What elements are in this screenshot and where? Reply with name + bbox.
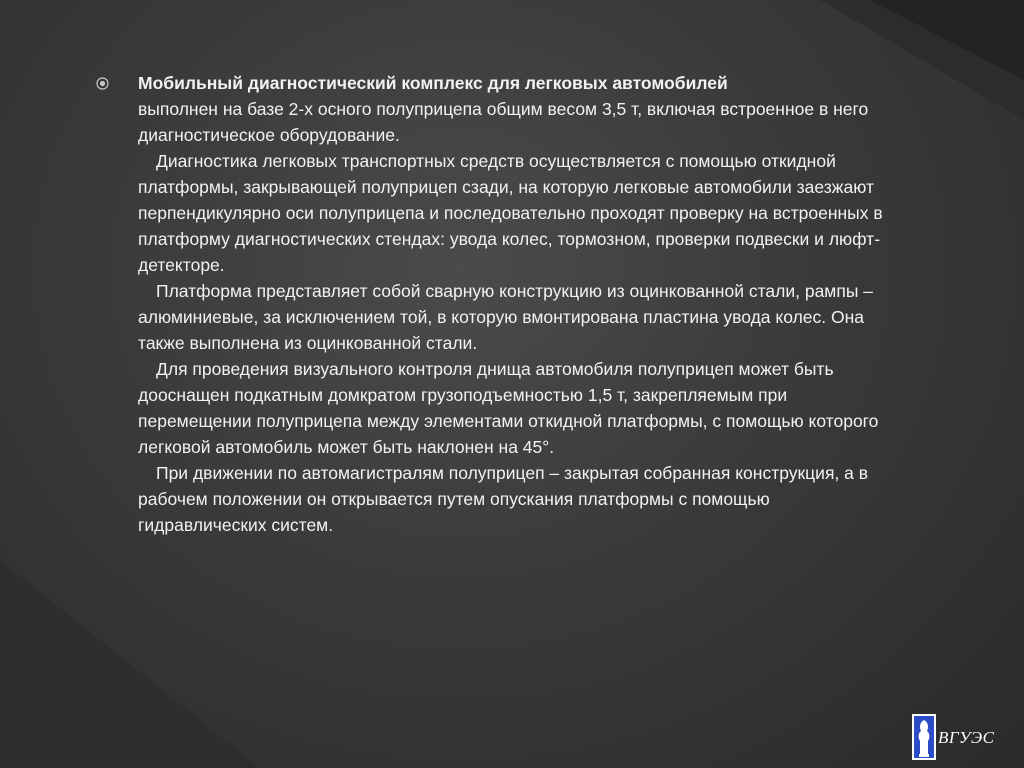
university-logo [912, 714, 1024, 764]
paragraph-3: Платформа представляет собой сварную конструкцию из оцинкованной стали, рампы – алюминиевые, за исключением той, в которую вмонтирована пластина увода колес. Она также выполнена из оцинкованной стали. [138, 281, 873, 353]
university-emblem-icon [912, 714, 936, 760]
logo-text: ВГУЭС [938, 728, 995, 747]
paragraph-5: При движении по автомагистралям полуприцеп – закрытая собранная конструкция, а в рабочем положении он открывается путем опускания платформы с помощью гидравлических систем. [138, 463, 869, 535]
paragraph-1-heading: Мобильный диагностический комплекс для легковых автомобилей [138, 73, 728, 93]
paragraph-4: Для проведения визуального контроля днища автомобиля полуприцеп может быть дооснащен подкатным домкратом грузоподъемностью 1,5 т, закрепляемым при перемещении полуприцепа между элементами откидной платформы, с помощью которого легковой автомобиль может быть наклонен на 45°. [138, 359, 879, 457]
body-text [96, 70, 896, 538]
paragraph-2: Диагностика легковых транспортных средств осуществляется с помощью откидной платформы, закрывающей полуприцеп сзади, на которую легковые автомобили заезжают перпендикулярно оси полуприцепа и последовательно проходят проверку на встроенных в платформу диагностических стендах: увода колес, тормозном, проверки подвески и люфт-детекторе. [138, 151, 883, 275]
paragraph-1 [138, 70, 896, 148]
paragraphs [138, 70, 896, 538]
circle-bullet-icon [96, 77, 109, 90]
paragraph-1-text: выполнен на базе 2-х осного полуприцепа общим весом 3,5 т, включая встроенное в него диагностическое оборудование. [138, 99, 869, 145]
